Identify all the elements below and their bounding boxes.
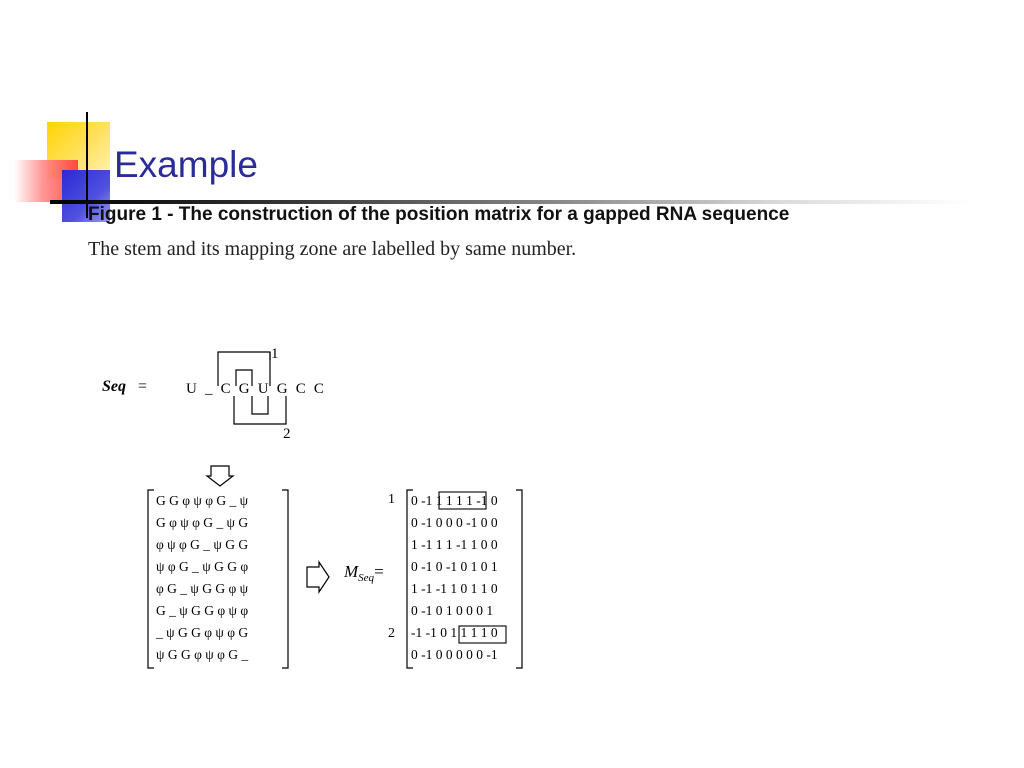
matrix-row: 0 -1 1 1 1 1 -1 0 [411,493,498,508]
matrix-row: ψ φ G _ ψ G G φ [156,559,249,574]
matrix-row: ψ G G φ ψ φ G _ [156,647,249,662]
sequence-equals: = [138,378,148,395]
matrix-row: 0 -1 0 0 0 -1 0 0 [411,515,498,530]
matrix-label-equals: = [374,562,384,581]
slide-title: Example [114,144,258,185]
matrix-row: 0 -1 0 -1 0 1 0 1 [411,559,498,574]
stem-label-2: 2 [283,426,291,442]
position-matrix-label [344,562,384,582]
stem-label-1: 1 [271,346,279,362]
figure-caption: The stem and its mapping zone are labelled by same number. [88,238,577,260]
matrix-row: G G φ ψ φ G _ ψ [156,493,249,508]
matrix-row: 0 -1 0 1 0 0 0 1 [411,603,494,618]
matrix-row: G φ ψ φ G _ ψ G [156,515,249,530]
matrix-row: 1 -1 1 1 -1 1 0 0 [411,537,498,552]
matrix-row: φ G _ ψ G G φ ψ [156,581,249,596]
matrix-row: 1 -1 -1 1 0 1 1 0 [411,581,498,596]
matrix-row: G _ ψ G G φ ψ φ [156,603,249,618]
rna-sequence: U _ C G U G C C [186,381,327,397]
matrix-row: 0 -1 0 0 0 0 0 -1 [411,647,498,662]
matrix-row: _ ψ G G φ ψ φ G [156,625,249,640]
matrix-label-subscript: Seq [358,572,375,584]
row-label-1: 1 [388,492,395,507]
figure-heading: Figure 1 - The construction of the position matrix for a gapped RNA sequence [88,204,790,225]
sequence-label: Seq [102,378,126,395]
matrix-label-main: M [344,562,359,581]
matrix-row: φ ψ φ G _ ψ G G [156,537,249,552]
matrix-row: -1 -1 0 1 1 1 1 0 [411,625,498,640]
row-label-2: 2 [388,626,395,641]
